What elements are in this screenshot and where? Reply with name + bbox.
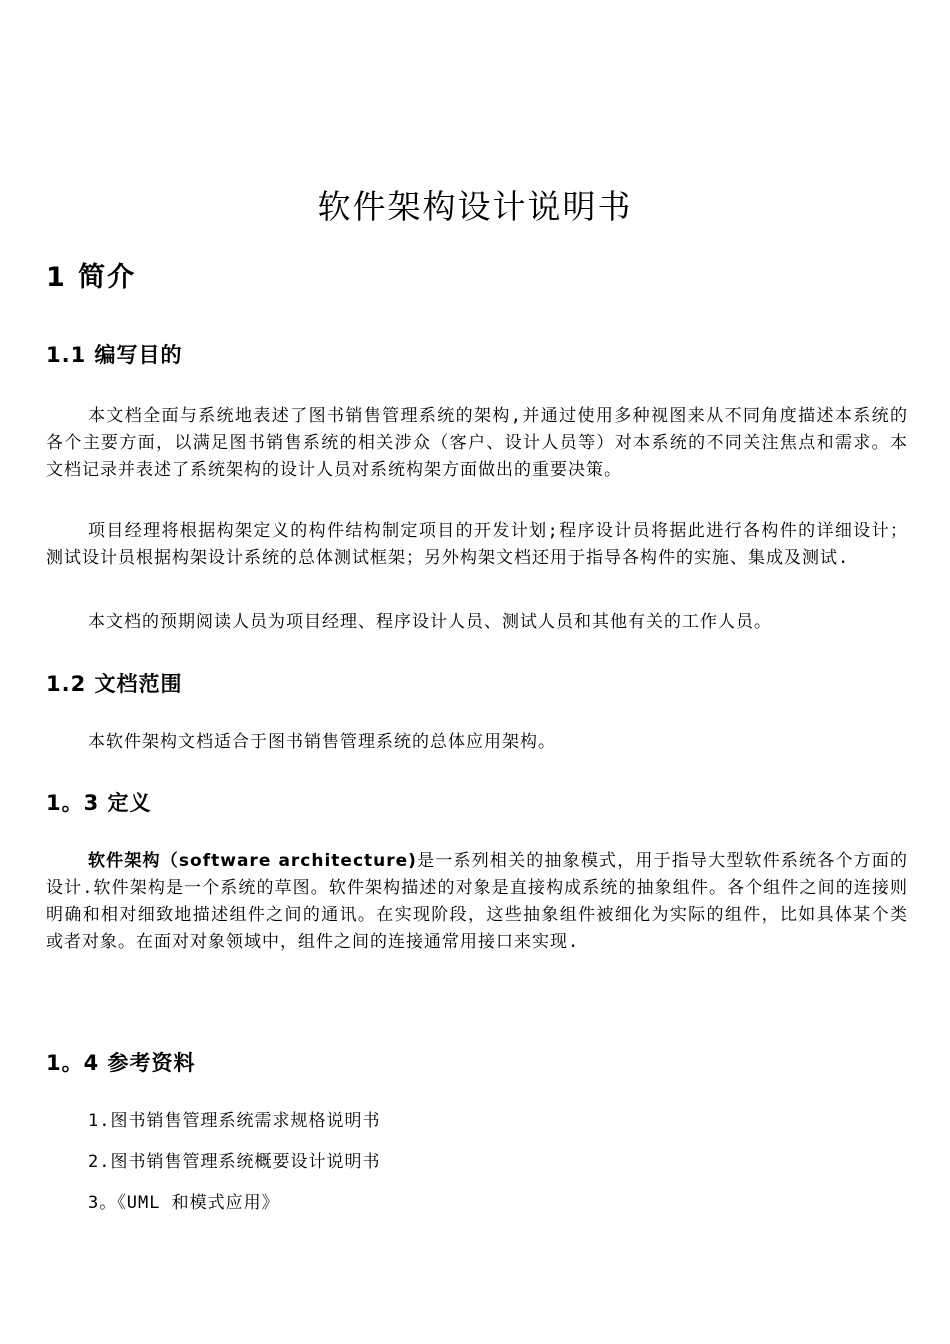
section-1-1-paragraph-3: 本文档的预期阅读人员为项目经理、程序设计人员、测试人员和其他有关的工作人员。	[88, 612, 772, 632]
reference-item: 1.图书销售管理系统需求规格说明书	[88, 1111, 381, 1131]
definition-term: 软件架构（software architecture)	[88, 851, 417, 871]
document-title: 软件架构设计说明书	[317, 187, 633, 226]
section-1-4-heading: 1。4 参考资料	[46, 1051, 196, 1075]
reference-item: 2.图书销售管理系统概要设计说明书	[88, 1152, 381, 1172]
section-1-2-heading: 1.2 文档范围	[46, 672, 183, 696]
definition-text: 是一系列相关的抽象模式，用于指导大型软件系统各个方面的设计.软件架构是一个系统的草图。软件架构描述的对象是直接构成系统的抽象组件。各个组件之间的连接则明确和相对细致地描述组件之间的通讯。在实现阶段，这些抽象组件被细化为实际的组件，比如具体某个类或者对象。在面对对象领域中，组件之间的连接通常用接口来实现.	[46, 851, 909, 952]
section-1-1-paragraph-1: 本文档全面与系统地表述了图书销售管理系统的架构,并通过使用多种视图来从不同角度描述本系统的各个主要方面，以满足图书销售系统的相关涉众（客户、设计人员等）对本系统的不同关注焦点和需求。本文档记录并表述了系统架构的设计人员对系统构架方面做出的重要决策。	[46, 406, 908, 480]
section-1-2-paragraph: 本软件架构文档适合于图书销售管理系统的总体应用架构。	[88, 732, 556, 752]
section-1-1-paragraph-2: 项目经理将根据构架定义的构件结构制定项目的开发计划;程序设计员将据此进行各构件的详细设计；测试设计员根据构架设计系统的总体测试框架；另外构架文档还用于指导各构件的实施、集成及测试.	[46, 521, 908, 568]
section-1-1-heading: 1.1 编写目的	[46, 343, 183, 367]
section-1-heading: 1 简介	[46, 262, 137, 293]
section-1-3-paragraph	[46, 848, 908, 956]
reference-item: 3。《UML 和模式应用》	[88, 1193, 280, 1213]
section-1-3-heading: 1。3 定义	[46, 791, 152, 815]
